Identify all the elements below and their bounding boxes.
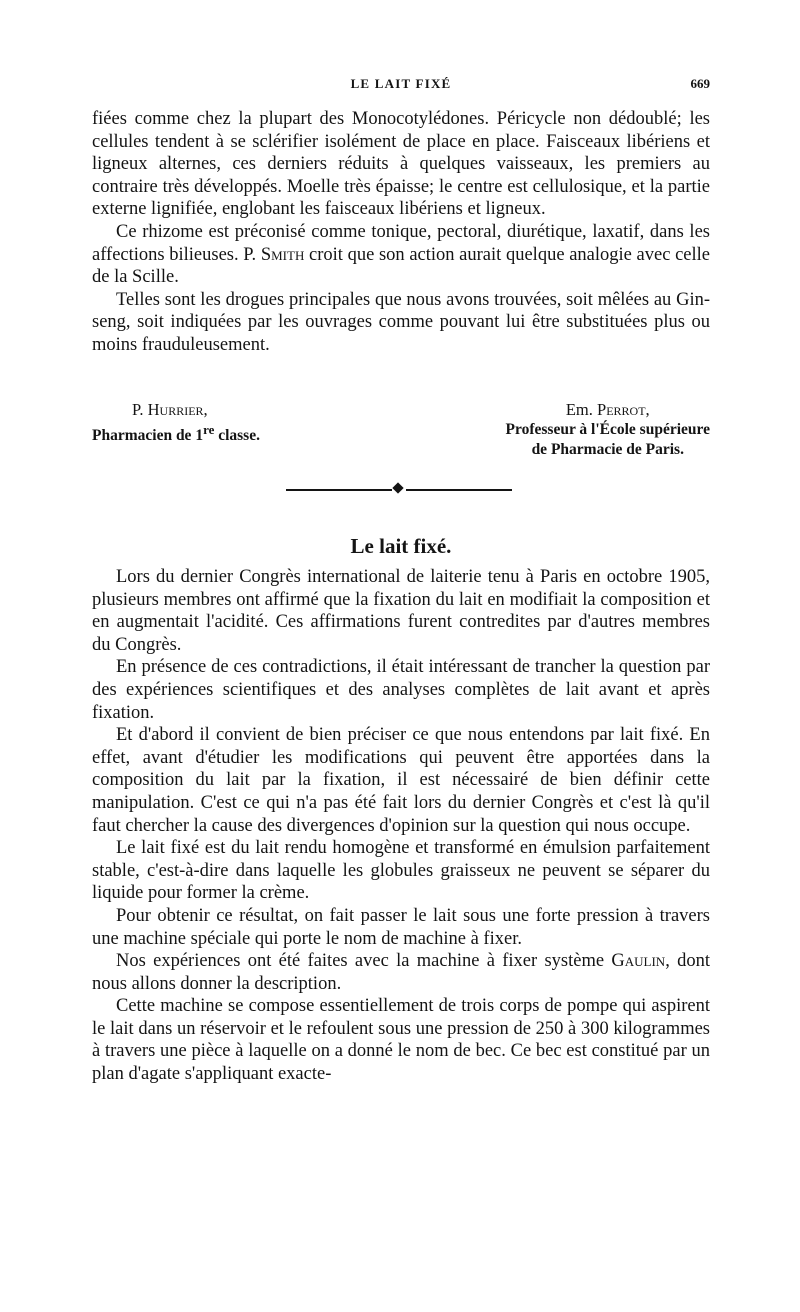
signature-title-sup: re bbox=[203, 422, 215, 437]
signature-surname: Hurrier bbox=[147, 400, 204, 419]
signature-title-end: classe. bbox=[214, 427, 260, 445]
rhizome-text-before: Ce rhizome est préconisé comme tonique, pectoral, diurétique, laxatif, dans les affections bilieuses. P. bbox=[92, 221, 710, 265]
signature-title bbox=[92, 420, 260, 446]
machine-name-gaulin: Gaulin bbox=[611, 951, 666, 972]
article-paragraph: Et d'abord il convient de bien préciser ce que nous entendons par lait fixé. En effet, avant d'étudier les modifications qui peuvent être apportées dans la composition du lait par la fixation, il est nécessairé de bien définir cette manipulation. C'est ce qui n'a pas été fait lors du dernier Congrès et c'est là qu'il faut chercher la cause des divergences d'opinion sur la question qui nous occupe. bbox=[92, 725, 710, 836]
author-name-smith: Smith bbox=[260, 244, 305, 265]
signatures bbox=[92, 400, 710, 466]
signature-perrot bbox=[506, 400, 710, 460]
diamond-ornament-icon bbox=[392, 482, 403, 493]
article-paragraph: Le lait fixé est du lait rendu homogène et transformé en émulsion parfaitement stable, c'est-à-dire dans laquelle les globules graisseux ne peuvent se séparer du liquide pour former la crème. bbox=[92, 838, 710, 904]
signature-hurrier bbox=[92, 400, 260, 446]
article-paragraph: Pour obtenir ce résultat, on fait passer le lait sous une forte pression à travers une machine spéciale qui porte le nom de machine à fixer. bbox=[92, 905, 710, 949]
running-title: LE LAIT FIXÉ bbox=[350, 76, 452, 91]
signature-title-line1: Professeur à l'École supérieure bbox=[505, 421, 710, 438]
signature-punct: , bbox=[203, 400, 208, 419]
rhizome-text-after: croit que son action aurait quelque analogie avec celle de la Scille. bbox=[92, 244, 710, 288]
gaulin-text-before: Nos expériences ont été faites avec la machine à fixer système bbox=[116, 951, 612, 972]
rhizome-paragraph bbox=[92, 221, 710, 289]
gaulin-paragraph bbox=[92, 950, 710, 995]
article-paragraph: Cette machine se compose essentiellement de trois corps de pompe qui aspirent le lait dans un réservoir et le refoulent sous une pression de 250 à 300 kilogrammes à travers une pièce à laquelle on a donné le nom de bec. Ce bec est constitué par un plan d'agate s'appliquant exacte- bbox=[92, 996, 710, 1085]
continued-paragraph: fiées comme chez la plupart des Monocotylédones. Péricycle non dédoublé; les cellules tendent à se sclérifier isolément de place en place. Faisceaux libériens et ligneux alternes, ces derniers réduits à quelques vaisseaux, les premiers au contraire très développés. Moelle très épaisse; le centre est cellulosique, et la partie externe lignifiée, englobant les faisceaux libériens et ligneux. bbox=[92, 109, 710, 220]
section-separator bbox=[286, 480, 512, 500]
signature-surname: Perrot bbox=[597, 400, 646, 419]
page-number: 669 bbox=[690, 76, 710, 91]
running-head bbox=[92, 76, 710, 98]
drogues-paragraph: Telles sont les drogues principales que nous avons trouvées, soit mêlées au Gin-seng, soit indiquées par les ouvrages comme pouvant lui être substituées plus ou moins frauduleusement. bbox=[92, 289, 710, 355]
continued-text bbox=[92, 108, 710, 357]
article-paragraph: Lors du dernier Congrès international de laiterie tenu à Paris en octobre 1905, plusieurs membres ont affirmé que la fixation du lait en modifiait la composition et en augmentait l'acidité. Ces affirmations furent contredites par d'autres membres du Congrès. bbox=[92, 567, 710, 655]
signature-name bbox=[92, 400, 260, 420]
gaulin-text-after: , dont nous allons donner la description. bbox=[92, 951, 711, 994]
signature-initial: Em. bbox=[565, 400, 598, 419]
signature-punct: , bbox=[645, 400, 650, 419]
article-title: Le lait fixé. bbox=[350, 534, 452, 558]
signature-name bbox=[506, 400, 710, 420]
separator-rule-left bbox=[286, 489, 392, 491]
article-paragraph: En présence de ces contradictions, il était intéressant de trancher la question par des expériences scientifiques et des analyses complètes de lait avant et après fixation. bbox=[92, 657, 710, 723]
signature-title-line2: de Pharmacie de Paris. bbox=[531, 441, 684, 458]
signature-initial: P. bbox=[132, 400, 148, 419]
article-body bbox=[92, 566, 710, 1086]
signature-title-text: Pharmacien de 1 bbox=[92, 427, 204, 445]
separator-rule-right bbox=[406, 489, 512, 491]
